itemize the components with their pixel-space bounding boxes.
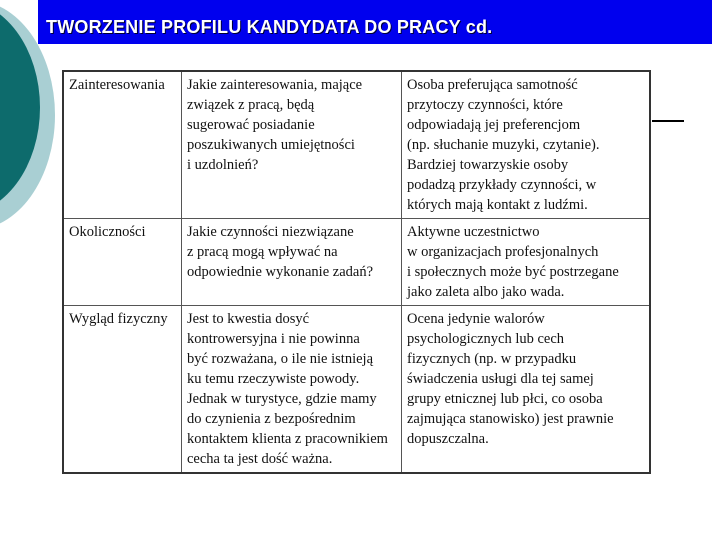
table-row bbox=[63, 71, 650, 219]
category-label: Okoliczności bbox=[69, 224, 146, 240]
comment-cell bbox=[402, 71, 651, 219]
category-label: Zainteresowania bbox=[69, 77, 165, 93]
question-line: kontrowersyjna i nie powinna bbox=[187, 331, 360, 347]
question-cell bbox=[182, 219, 402, 306]
comment-line: grupy etnicznej lub płci, co osoba bbox=[407, 391, 603, 407]
comment-line: dopuszczalna. bbox=[407, 431, 489, 447]
question-line: być rozważana, o ile nie istnieją bbox=[187, 351, 374, 367]
table-body bbox=[63, 71, 650, 473]
title-bar bbox=[38, 0, 712, 44]
comment-line: i społecznych może być postrzegane bbox=[407, 264, 619, 280]
category-cell bbox=[63, 71, 182, 219]
comment-line: odpowiadają jej preferencjom bbox=[407, 117, 581, 133]
slide-title: TWORZENIE PROFILU KANDYDATA DO PRACY cd. bbox=[46, 17, 493, 37]
table-row bbox=[63, 306, 650, 474]
question-line: Jakie czynności niezwiązane bbox=[187, 224, 354, 240]
side-rule bbox=[652, 120, 684, 122]
comment-line: Aktywne uczestnictwo bbox=[407, 224, 540, 240]
category-label: Wygląd fizyczny bbox=[69, 311, 168, 327]
question-line: Jednak w turystyce, gdzie mamy bbox=[187, 391, 377, 407]
question-line: i uzdolnień? bbox=[187, 157, 259, 173]
table-row bbox=[63, 219, 650, 306]
question-line: cecha ta jest dość ważna. bbox=[187, 451, 333, 467]
comment-line: Ocena jedynie walorów bbox=[407, 311, 545, 327]
question-line: do czynienia z bezpośrednim bbox=[187, 411, 356, 427]
comment-line: których mają kontakt z ludźmi. bbox=[407, 197, 588, 213]
profile-table bbox=[62, 70, 651, 474]
comment-line: fizycznych (np. w przypadku bbox=[407, 351, 577, 367]
question-line: odpowiednie wykonanie zadań? bbox=[187, 264, 374, 280]
decorative-circles bbox=[0, 0, 60, 300]
comment-line: (np. słuchanie muzyki, czytanie). bbox=[407, 137, 600, 153]
question-line: poszukiwanych umiejętności bbox=[187, 137, 355, 153]
comment-line: Osoba preferująca samotność bbox=[407, 77, 578, 93]
category-cell bbox=[63, 219, 182, 306]
question-line: ku temu rzeczywiste powody. bbox=[187, 371, 360, 387]
question-line: związek z pracą, będą bbox=[187, 97, 315, 113]
category-cell bbox=[63, 306, 182, 474]
comment-line: podadzą przykłady czynności, w bbox=[407, 177, 597, 193]
comment-line: zajmująca stanowisko) jest prawnie bbox=[407, 411, 614, 427]
comment-line: przytoczy czynności, które bbox=[407, 97, 563, 113]
question-line: Jakie zainteresowania, mające bbox=[187, 77, 363, 93]
comment-line: psychologicznych lub cech bbox=[407, 331, 565, 347]
question-line: Jest to kwestia dosyć bbox=[187, 311, 310, 327]
comment-line: Bardziej towarzyskie osoby bbox=[407, 157, 569, 173]
comment-cell bbox=[402, 306, 651, 474]
question-line: sugerować posiadanie bbox=[187, 117, 315, 133]
comment-line: świadczenia usługi dla tej samej bbox=[407, 371, 594, 387]
question-cell bbox=[182, 306, 402, 474]
question-cell bbox=[182, 71, 402, 219]
comment-line: jako zaleta albo jako wada. bbox=[407, 284, 565, 300]
comment-cell bbox=[402, 219, 651, 306]
comment-line: w organizacjach profesjonalnych bbox=[407, 244, 599, 260]
question-line: kontaktem klienta z pracownikiem bbox=[187, 431, 388, 447]
question-line: z pracą mogą wpływać na bbox=[187, 244, 338, 260]
